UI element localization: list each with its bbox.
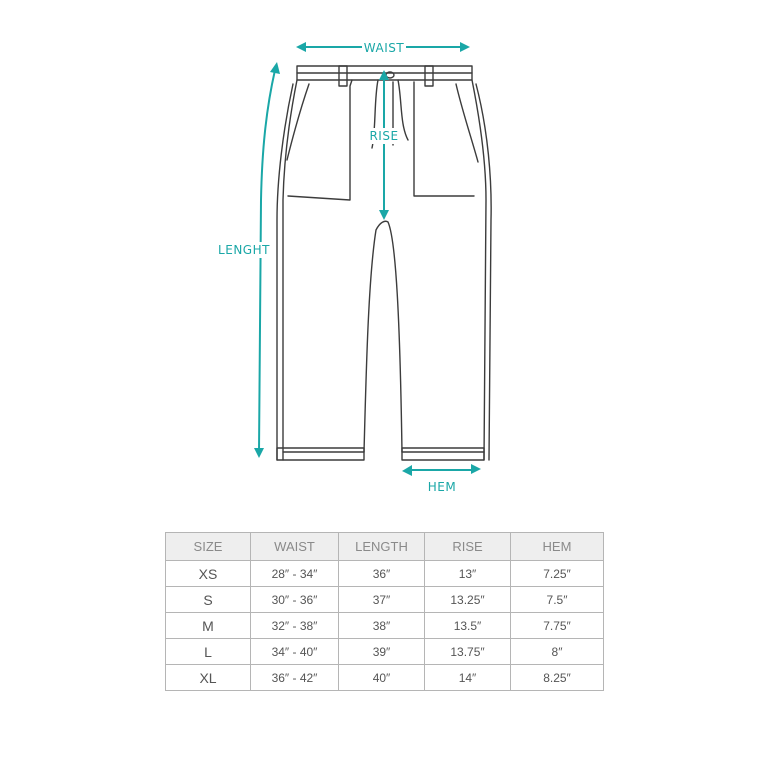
column-header-rise: RISE — [425, 533, 511, 561]
table-row — [166, 639, 604, 665]
table-cell-hem: 7.25″ — [511, 561, 604, 587]
table-cell-length: 39″ — [339, 639, 425, 665]
waist-label: WAIST — [363, 41, 405, 55]
rise-label: RISE — [369, 129, 399, 143]
length-measure-arrow — [222, 62, 280, 458]
rise-measure-arrow — [370, 70, 398, 220]
table-cell-waist: 28″ - 34″ — [251, 561, 339, 587]
column-header-waist: WAIST — [251, 533, 339, 561]
table-row — [166, 665, 604, 691]
table-cell-waist: 36″ - 42″ — [251, 665, 339, 691]
table-cell-waist: 30″ - 36″ — [251, 587, 339, 613]
table-cell-length: 38″ — [339, 613, 425, 639]
table-cell-waist: 34″ - 40″ — [251, 639, 339, 665]
table-row — [166, 613, 604, 639]
table-cell-waist: 32″ - 38″ — [251, 613, 339, 639]
table-cell-hem: 7.75″ — [511, 613, 604, 639]
table-cell-hem: 7.5″ — [511, 587, 604, 613]
header-row — [166, 533, 604, 561]
size-chart-table — [165, 532, 604, 691]
length-label: LENGHT — [218, 243, 270, 257]
table-cell-length: 36″ — [339, 561, 425, 587]
column-header-size: SIZE — [166, 533, 251, 561]
table-cell-size: XS — [166, 561, 251, 587]
table-cell-length: 40″ — [339, 665, 425, 691]
table-cell-hem: 8″ — [511, 639, 604, 665]
size-chart-body — [166, 561, 604, 691]
table-cell-rise: 13.5″ — [425, 613, 511, 639]
column-header-length: LENGTH — [339, 533, 425, 561]
size-chart-header — [166, 533, 604, 561]
table-cell-rise: 13.25″ — [425, 587, 511, 613]
table-cell-rise: 14″ — [425, 665, 511, 691]
table-cell-size: M — [166, 613, 251, 639]
table-cell-length: 37″ — [339, 587, 425, 613]
column-header-hem: HEM — [511, 533, 604, 561]
table-cell-rise: 13″ — [425, 561, 511, 587]
table-cell-size: XL — [166, 665, 251, 691]
table-cell-rise: 13.75″ — [425, 639, 511, 665]
table-row — [166, 587, 604, 613]
table-cell-hem: 8.25″ — [511, 665, 604, 691]
hem-label: HEM — [427, 480, 457, 494]
table-cell-size: S — [166, 587, 251, 613]
table-row — [166, 561, 604, 587]
hem-measure-arrow — [402, 464, 481, 476]
table-cell-size: L — [166, 639, 251, 665]
